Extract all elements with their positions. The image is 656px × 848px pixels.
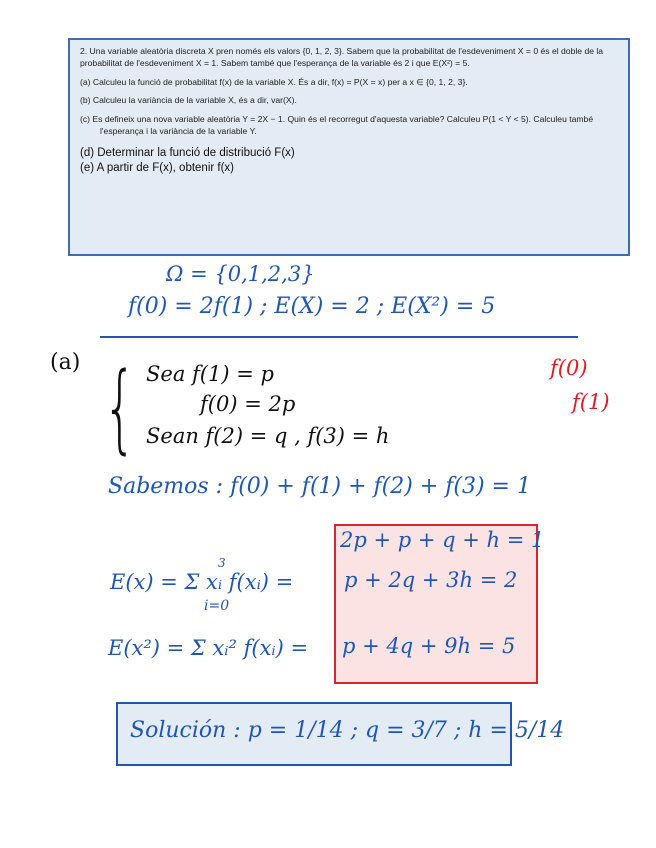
problem-part-e: (e) A partir de F(x), obtenir f(x): [80, 161, 235, 174]
sum-lower-limit: i=0: [204, 598, 230, 614]
equation-3: p + 4q + 9h = 5: [342, 634, 516, 658]
expectation-formula: E(x) = Σ xᵢ f(xᵢ) =: [110, 570, 294, 594]
red-note-f0: f(0): [550, 356, 588, 380]
let-f0: f(0) = 2p: [200, 392, 296, 416]
part-a-label: (a): [50, 350, 81, 375]
red-note-f1: f(1): [572, 390, 610, 414]
problem-statement-box: [68, 38, 630, 256]
equation-2: p + 2q + 3h = 2: [344, 568, 518, 592]
problem-part-b: (b) Calculeu la variància de la variable X, és a dir, var(X).: [80, 95, 297, 106]
sum-upper-limit: 3: [218, 556, 226, 570]
problem-part-a: (a) Calculeu la funció de probabilitat f(x) de la variable X. És a dir, f(x) = P(X = x) per a x ∈ {0, 1, 2, 3}.: [80, 76, 468, 87]
sample-space: Ω = {0,1,2,3}: [166, 262, 315, 286]
second-moment-formula: E(x²) = Σ xᵢ² f(xᵢ) =: [108, 636, 309, 660]
let-f2-f3: Sean f(2) = q , f(3) = h: [146, 424, 390, 448]
problem-intro: 2. Una variable aleatòria discreta X pren només els valors {0, 1, 2, 3}. Sabem que la probabilitat de l'esdeveniment X = 0 és el doble de la probabilitat de l'esdeveniment X = 1. Sabem també que l'esperança de la variable és 2 i que E(X²) = 5.: [80, 46, 604, 68]
probability-sum-equation: Sabemos : f(0) + f(1) + f(2) + f(3) = 1: [108, 474, 531, 499]
solution-text: Solución : p = 1/14 ; q = 3/7 ; h = 5/14: [130, 718, 565, 743]
given-conditions: f(0) = 2f(1) ; E(X) = 2 ; E(X²) = 5: [128, 294, 496, 319]
separator-line: [100, 336, 578, 338]
left-brace: {: [103, 352, 137, 464]
let-f1: Sea f(1) = p: [146, 362, 274, 386]
problem-part-d: (d) Determinar la funció de distribució F(x): [80, 146, 295, 159]
equation-1: 2p + p + q + h = 1: [340, 528, 545, 552]
problem-part-c: (c) Es defineix una nova variable aleatòria Y = 2X − 1. Quin és el recorregut d'aquesta variable? Calculeu P(1 < Y < 5). Calculeu també l'esperança i la variància de la variable Y.: [80, 114, 594, 136]
